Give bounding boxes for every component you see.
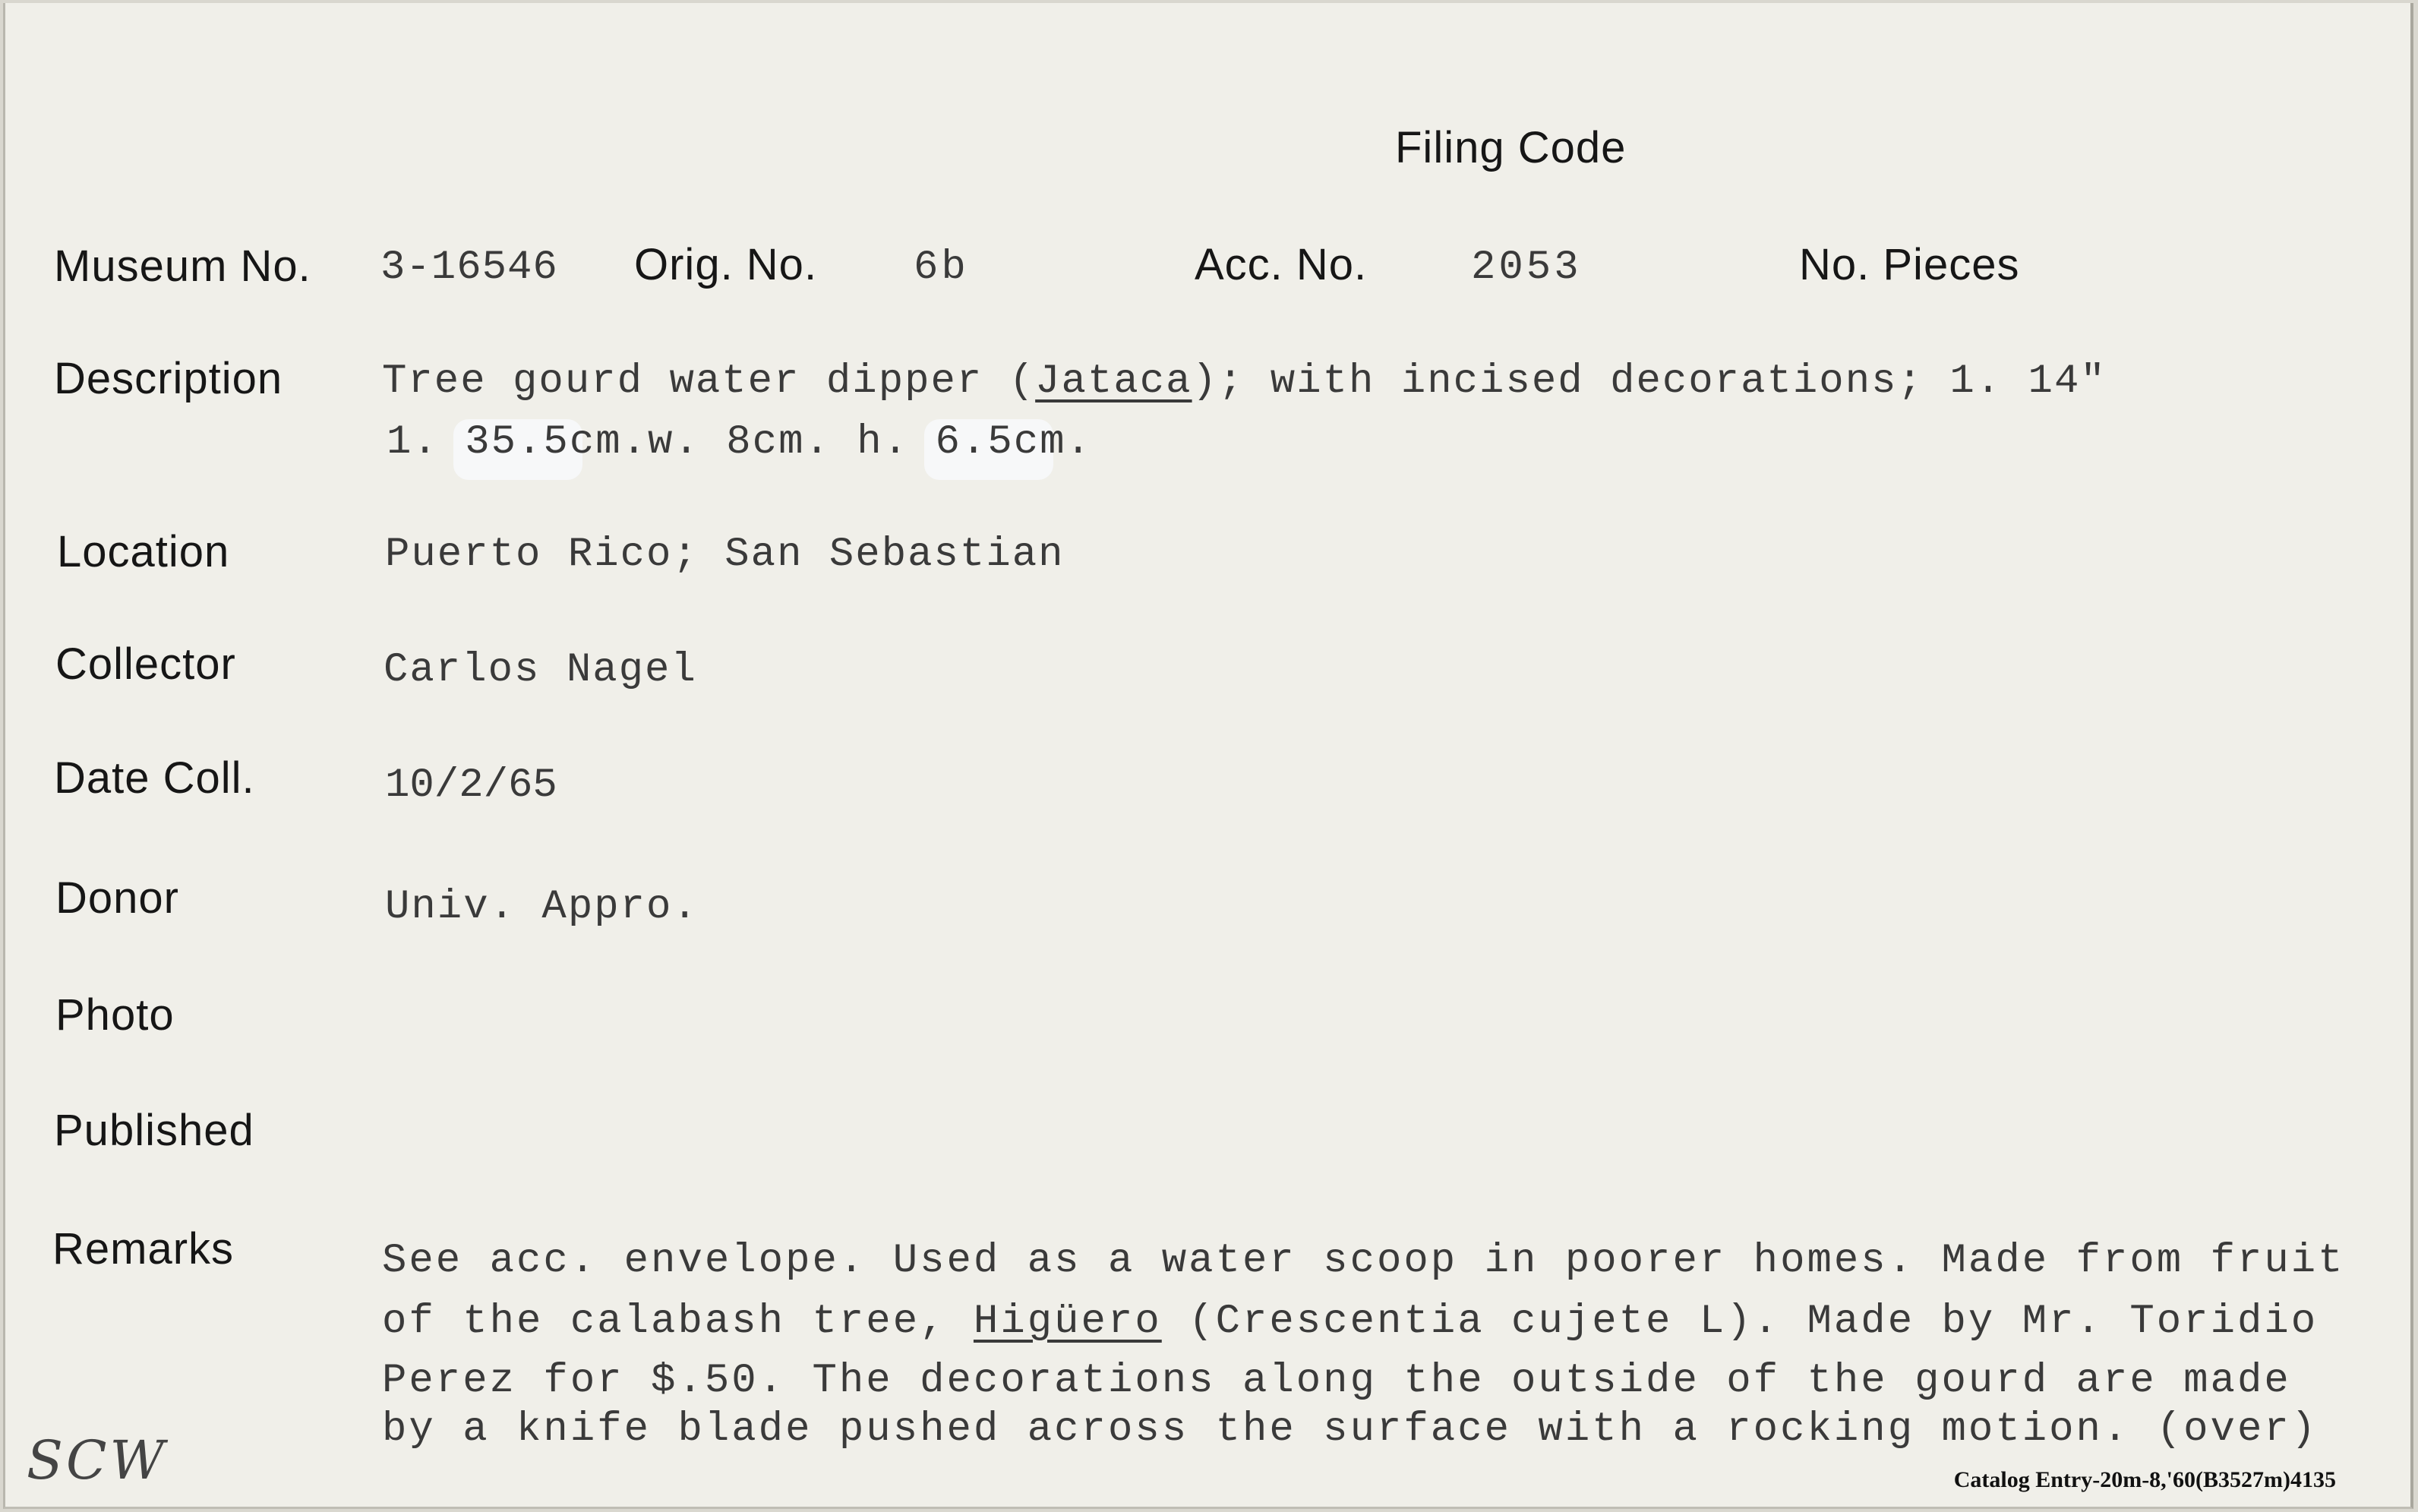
orig-no-value: 6b <box>914 245 969 291</box>
remarks-label: Remarks <box>52 1224 235 1274</box>
collector-label: Collector <box>55 639 236 689</box>
description-text: ); with incised decorations; 1. 14" <box>1192 358 2107 405</box>
donor-label: Donor <box>55 873 179 923</box>
collector-value: Carlos Nagel <box>384 647 697 693</box>
donor-value: Univ. Appro. <box>385 884 699 930</box>
museum-no-label: Museum No. <box>54 241 311 291</box>
catalog-footer: Catalog Entry-20m-8,'60(B3527m)4135 <box>1953 1467 2336 1492</box>
handwritten-initials: SCW <box>27 1429 168 1491</box>
acc-no-value: 2053 <box>1471 245 1582 291</box>
remarks-text: (Crescentia cujete L). Made by Mr. Toridio <box>1161 1299 2319 1345</box>
catalog-card <box>3 3 2413 1509</box>
local-name-term: Jataca <box>1035 358 1192 405</box>
acc-no-label: Acc. No. <box>1195 240 1368 289</box>
location-value: Puerto Rico; San Sebastian <box>385 532 1065 578</box>
location-label: Location <box>57 527 230 576</box>
date-coll-value: 10/2/65 <box>385 762 557 809</box>
description-text: Tree gourd water dipper ( <box>382 358 1036 405</box>
photo-label: Photo <box>55 990 175 1040</box>
remarks-line-4: by a knife blade pushed across the surface with a rocking motion. (over) <box>382 1406 2319 1453</box>
description-line-2: 1. 35.5cm.w. 8cm. h. 6.5cm. <box>387 419 1092 466</box>
no-pieces-label: No. Pieces <box>1799 240 2020 289</box>
local-name-term: Higüero <box>973 1299 1162 1345</box>
remarks-text: of the calabash tree, <box>382 1299 974 1345</box>
date-coll-label: Date Coll. <box>54 753 255 803</box>
orig-no-label: Orig. No. <box>634 240 818 289</box>
museum-no-value: 3-16546 <box>380 245 558 291</box>
filing-code-label: Filing Code <box>1395 123 1627 172</box>
remarks-line-2 <box>382 1299 2319 1345</box>
published-label: Published <box>54 1106 254 1155</box>
description-line-1 <box>382 358 2107 405</box>
remarks-line-3: Perez for $.50. The decorations along the outside of the gourd are made <box>382 1358 2291 1404</box>
remarks-line-1: See acc. envelope. Used as a water scoop in poorer homes. Made from fruit <box>382 1238 2345 1284</box>
description-label: Description <box>54 354 283 403</box>
